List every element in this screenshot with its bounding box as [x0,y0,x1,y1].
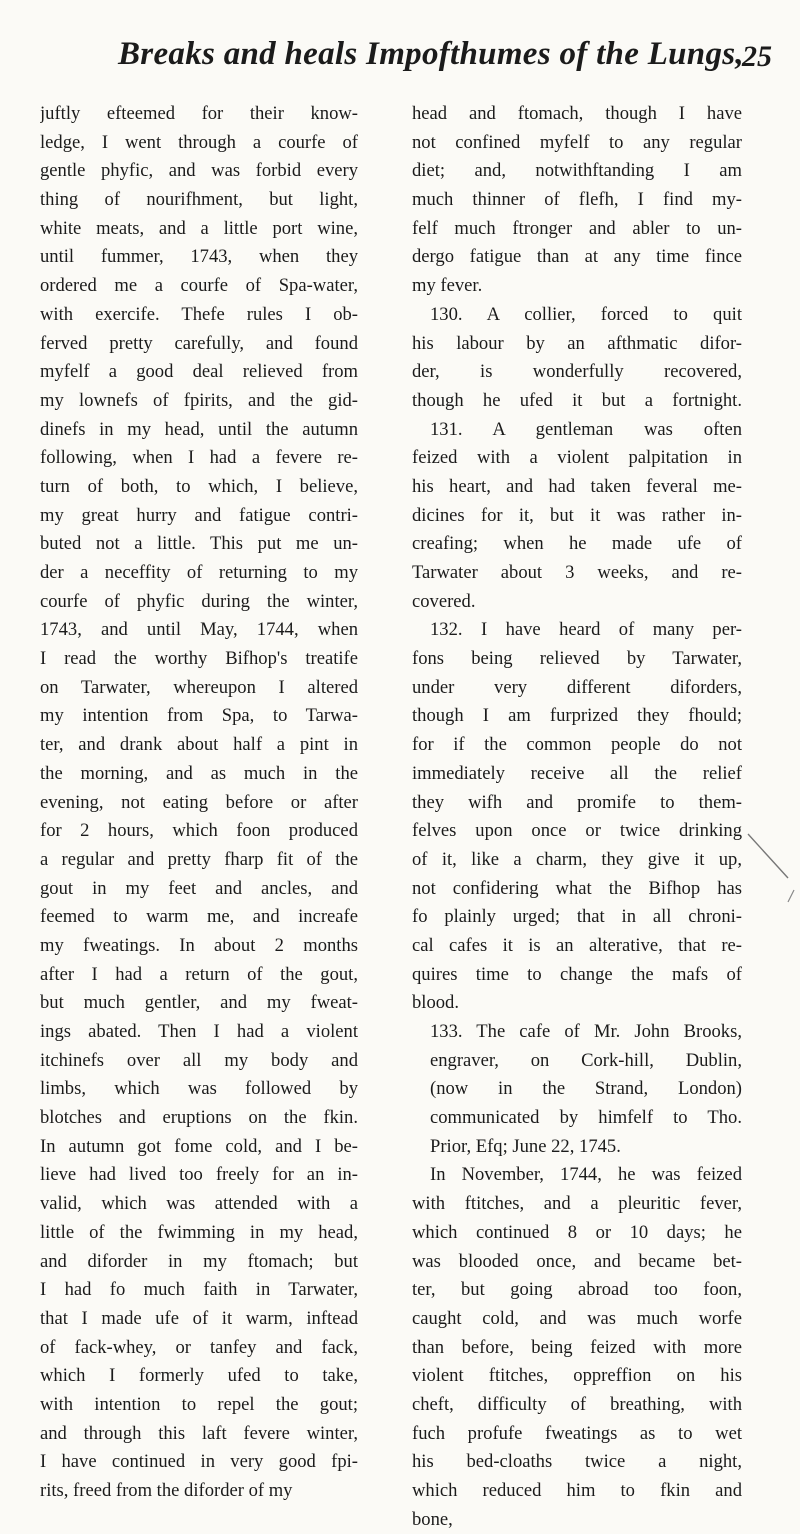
running-head [0,36,800,100]
text-line: felf much ftronger and abler to un- [412,217,742,239]
page-number: 25 [742,40,772,73]
text-line: ordered me a courfe of Spa-water, [40,275,358,297]
text-line: engraver, on Cork-hill, Dublin, [430,1049,742,1071]
text-line: buted not a little. This put me un- [40,533,358,555]
text-line: blotches and eruptions on the fkin. [40,1107,358,1129]
text-line: itchinefs over all my body and [40,1049,358,1071]
text-line: a regular and pretty fharp fit of the [40,848,358,870]
text-line: covered. [412,590,476,612]
text-line: caught cold, and was much worfe [412,1307,742,1329]
margin-pencil-mark [744,830,800,910]
text-line: under very different diforders, [412,676,742,698]
text-line: diet; and, notwithftanding I am [412,160,742,182]
text-line: In autumn got fome cold, and I be- [40,1135,358,1157]
text-line: not confined myfelf to any regular [412,131,742,153]
text-line: but much gentler, and my fweat- [40,992,358,1014]
text-line: white meats, and a little port wine, [40,217,358,239]
text-line: they wifh and promife to them- [412,791,742,813]
text-line: though I am furprized they fhould; [412,705,742,727]
text-line: my great hurry and fatigue contri- [40,504,358,526]
text-line: for if the common people do not [412,734,742,756]
text-line: der, is wonderfully recovered, [412,361,742,383]
text-line: immediately receive all the relief [412,762,742,784]
text-line: fons being relieved by Tarwater, [412,648,742,670]
text-line: and diforder in my ftomach; but [40,1250,358,1272]
text-line: 130. A collier, forced to quit [430,303,742,325]
text-line: rits, freed from the diforder of my [40,1480,293,1501]
text-line: valid, which was attended with a [40,1193,358,1215]
text-line: my fever. [412,275,483,297]
text-line: 132. I have heard of many per- [430,619,742,641]
text-line: with exercife. Thefe rules I ob- [40,303,358,325]
text-line: ferved pretty carefully, and found [40,332,358,354]
text-line: fuch profufe fweatings as to wet [412,1422,742,1444]
text-line: my lownefs of fpirits, and the gid- [40,389,358,411]
text-line: dicines for it, but it was rather in- [412,504,742,526]
text-line: lieve had lived too freely for an in- [40,1164,358,1186]
text-line: not confidering what the Bifhop has [412,877,742,899]
text-line: 1743, and until May, 1744, when [40,619,358,641]
text-line: bone, [412,1508,453,1530]
text-line: his bed-cloaths twice a night, [412,1451,742,1473]
text-line: was blooded once, and became bet- [412,1250,742,1272]
text-line: gout in my feet and ancles, and [40,877,358,899]
text-line: ings abated. Then I had a violent [40,1021,358,1042]
text-line: turn of both, to which, I believe, [40,475,358,497]
text-line: with ftitches, and a pleuritic fever, [412,1193,742,1215]
text-line: head and ftomach, though I have [412,103,742,124]
text-line: thing of nourifhment, but light, [40,189,358,211]
text-line: with intention to repel the gout; [40,1393,358,1415]
text-line: myfelf a good deal relieved from [40,361,358,383]
text-line: following, when I had a fevere re- [40,447,358,469]
text-line: creafing; when he made ufe of [412,533,742,555]
running-title: Breaks and heals Impofthumes of the Lungs, [118,36,744,72]
text-line: much thinner of flefh, I find my- [412,189,742,211]
text-line: dinefs in my head, until the autumn [40,418,358,440]
text-line: der a neceffity of returning to my [40,562,358,583]
text-line: blood. [412,992,460,1014]
text-line: (now in the Strand, London) [430,1078,742,1100]
text-line: the morning, and as much in the [40,762,358,784]
text-line: I have continued in very good fpi- [40,1451,358,1473]
text-line: that I made ufe of it warm, inftead [40,1307,358,1329]
text-line: evening, not eating before or after [40,791,358,813]
text-line: which I formerly ufed to take, [40,1365,358,1387]
text-line: than before, being feized with more [412,1336,742,1358]
text-line: until fummer, 1743, when they [40,246,358,268]
text-line: which continued 8 or 10 days; he [412,1221,742,1243]
text-line: gentle phyfic, and was forbid every [40,160,358,182]
right-column [412,100,742,1534]
text-line: I read the worthy Bifhop's treatife [40,648,358,670]
text-line: felves upon once or twice drinking [412,820,742,842]
text-line: for 2 hours, which foon produced [40,820,358,842]
text-line: ledge, I went through a courfe of [40,131,358,153]
text-line: ter, and drank about half a pint in [40,734,358,756]
text-line: after I had a return of the gout, [40,963,358,985]
text-line: feized with a violent palpitation in [412,447,742,469]
text-line: my intention from Spa, to Tarwa- [40,705,358,727]
text-line: on Tarwater, whereupon I altered [40,676,358,698]
text-line: fo plainly urged; that in all chroni- [412,906,742,928]
text-line: cal cafes it is an alterative, that re- [412,934,742,956]
left-column [40,100,358,1506]
text-line: In November, 1744, he was feized [430,1164,742,1186]
text-line: his heart, and had taken feveral me- [412,475,742,497]
text-line: Prior, Efq; June 22, 1745. [430,1135,621,1157]
text-line: feemed to warm me, and increafe [40,906,358,928]
text-line: though he ufed it but a fortnight. [412,389,742,411]
text-line: I had fo much faith in Tarwater, [40,1279,358,1301]
text-line: violent ftitches, oppreffion on his [412,1365,742,1387]
text-line: of fack-whey, or tanfey and fack, [40,1336,358,1358]
text-line: which reduced him to fkin and [412,1480,742,1501]
text-line: Tarwater about 3 weeks, and re- [412,562,742,583]
text-line: cheft, difficulty of breathing, with [412,1393,742,1415]
text-line: my fweatings. In about 2 months [40,934,358,956]
text-line: 131. A gentleman was often [430,418,742,440]
text-line: quires time to change the mafs of [412,963,742,985]
text-line: 133. The cafe of Mr. John Brooks, [430,1021,742,1042]
text-line: little of the fwimming in my head, [40,1221,358,1243]
text-line: dergo fatigue than at any time fince [412,246,742,268]
text-line: communicated by himfelf to Tho. [430,1107,742,1129]
text-line: juftly efteemed for their know- [40,103,358,124]
text-line: limbs, which was followed by [40,1078,358,1100]
text-line: of it, like a charm, they give it up, [412,848,742,870]
text-line: and through this laft fevere winter, [40,1422,358,1444]
text-line: ter, but going abroad too foon, [412,1279,742,1301]
text-line: his labour by an afthmatic difor- [412,332,742,354]
text-line: courfe of phyfic during the winter, [40,590,358,612]
